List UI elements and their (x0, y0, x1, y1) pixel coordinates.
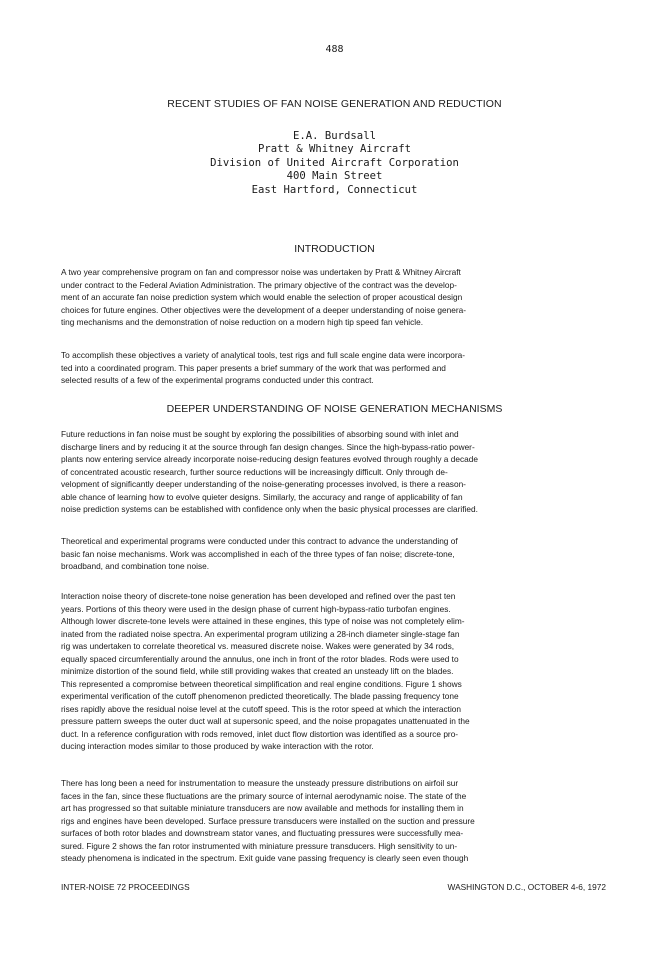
text-line: sured. Figure 2 shows the fan rotor instrumented with miniature pressure transducers. High sensitivity to un- (61, 840, 458, 851)
text-line: This represented a compromise between theoretical simplification and real engine conditions. Figure 1 shows (61, 678, 462, 689)
text-line: choices for future engines. Other objectives were the development of a deeper understanding of noise genera- (61, 304, 466, 315)
text-line: under contract to the Federal Aviation Administration. The primary objective of the contract was the develop- (61, 279, 457, 290)
text-line: experimental verification of the cutoff phenomenon predicted theoretically. The blade passing frequency tone (61, 691, 459, 701)
text-line: To accomplish these objectives a variety of analytical tools, test rigs and full scale engine data were incorpora- (61, 350, 465, 360)
text-line: plants now entering service already incorporate noise-reducing design features evolved through roughly a decade (61, 454, 478, 464)
text-line: selected results of a few of the experimental programs conducted under this contract. (61, 375, 374, 385)
text-line: ted into a coordinated program. This paper presents a brief summary of the work that was performed and (61, 362, 446, 373)
text-line: A two year comprehensive program on fan and compressor noise was undertaken by Pratt & Whitney Aircraft (61, 267, 461, 277)
text-line: ment of an accurate fan noise prediction system which would enable the selection of proper acoustical design (61, 292, 463, 302)
text-line: minimize distortion of the sound field, while still providing wakes that created an unsteady lift on the blades. (61, 666, 454, 676)
text-line: rigs and engines have been developed. Surface pressure transducers were installed on the suction and pressure (61, 815, 475, 826)
text-line: faces in the fan, since these fluctuations are the primary source of internal aerodynamic noise. The state of the (61, 790, 467, 801)
text-line: equally spaced circumferentially around the annulus, one inch in front of the rotor blades. Rods were used to (61, 653, 459, 664)
text-line: ducing interaction modes similar to those produced by wake interaction with the rotor. (61, 741, 374, 751)
paragraph-mechanisms-4 (61, 777, 613, 865)
text-line: basic fan noise mechanisms. Work was accomplished in each of the three types of fan noise; discrete-tone, (61, 548, 455, 559)
text-line: inated from the radiated noise spectra. An experimental program utilizing a 28-inch diameter single-stage fan (61, 628, 460, 639)
footer-location-date: WASHINGTON D.C., OCTOBER 4-6, 1972 (447, 882, 606, 892)
author-street: 400 Main Street (286, 170, 383, 183)
paragraph-intro-1 (61, 266, 613, 329)
text-line: able chance of learning how to evolve quieter designs. Similarly, the accuracy and range of applicability of fan (61, 491, 463, 502)
text-line: of concentrated acoustic research, further source reductions will be increasingly difficult. Only through de- (61, 466, 448, 477)
author-division: Division of United Aircraft Corporation (210, 156, 459, 169)
text-line: pressure pattern sweeps the outer duct wall at supersonic speed, and the noise propagates unattenuated in the (61, 716, 470, 726)
text-line: rises rapidly above the residual noise level at the cutoff speed. This is the rotor speed at which the interaction (61, 703, 462, 714)
paragraph-mechanisms-2 (61, 535, 613, 573)
text-line: rig was undertaken to correlate theoretical vs. measured discrete noise. Wakes were generated by 34 rods, (61, 641, 455, 651)
text-line: steady phenomena is indicated in the spectrum. Exit guide vane passing frequency is clearly seen even though (61, 853, 469, 863)
paragraph-mechanisms-3 (61, 590, 613, 753)
section-heading-introduction: INTRODUCTION (294, 243, 375, 255)
text-line: art has progressed so that suitable miniature transducers are now available and methods for installing them in (61, 803, 464, 813)
text-line: There has long been a need for instrumentation to measure the unsteady pressure distributions on airfoil sur (61, 778, 459, 788)
text-line: noise prediction systems can be established with confidence only when the basic physical processes are clarified. (61, 504, 478, 514)
text-line: discharge liners and by reducing it at the source through fan design changes. Since the high-bypass-ratio power- (61, 441, 475, 452)
author-block (0, 130, 669, 197)
text-line: broadband, and combination tone noise. (61, 561, 210, 571)
author-company: Pratt & Whitney Aircraft (257, 143, 412, 156)
author-city: East Hartford, Connecticut (251, 183, 418, 196)
section-heading-mechanisms: DEEPER UNDERSTANDING OF NOISE GENERATION MECHANISMS (166, 403, 503, 415)
text-line: ting mechanisms and the demonstration of noise reduction on a modern high tip speed fan vehicle. (61, 317, 424, 327)
text-line: velopment of significantly deeper understanding of the noise-generating processes involved, is there a reason- (61, 479, 466, 489)
author-name: E.A. Burdsall (293, 130, 376, 142)
page-number: 488 (325, 44, 344, 55)
footer-proceedings: INTER-NOISE 72 PROCEEDINGS (61, 882, 190, 892)
text-line: Future reductions in fan noise must be sought by exploring the possibilities of absorbing sound with inlet and (61, 429, 459, 439)
text-line: Interaction noise theory of discrete-tone noise generation has been developed and refined over the past ten (61, 591, 456, 601)
paper-title: RECENT STUDIES OF FAN NOISE GENERATION AND REDUCTION (167, 98, 502, 110)
text-line: Theoretical and experimental programs were conducted under this contract to advance the understanding of (61, 536, 458, 546)
text-line: Although lower discrete-tone levels were attained in these engines, this type of noise was not completely elim- (61, 616, 465, 626)
text-line: surfaces of both rotor blades and downstream stator vanes, and fluctuating pressures were successfully mea- (61, 828, 464, 838)
text-line: years. Portions of this theory were used in the design phase of current high-bypass-ratio turbofan engines. (61, 603, 451, 614)
text-line: duct. In a reference configuration with rods removed, inlet duct flow distortion was identified as a source pro- (61, 728, 459, 739)
paragraph-intro-2 (61, 349, 613, 387)
paragraph-mechanisms-1 (61, 428, 613, 516)
